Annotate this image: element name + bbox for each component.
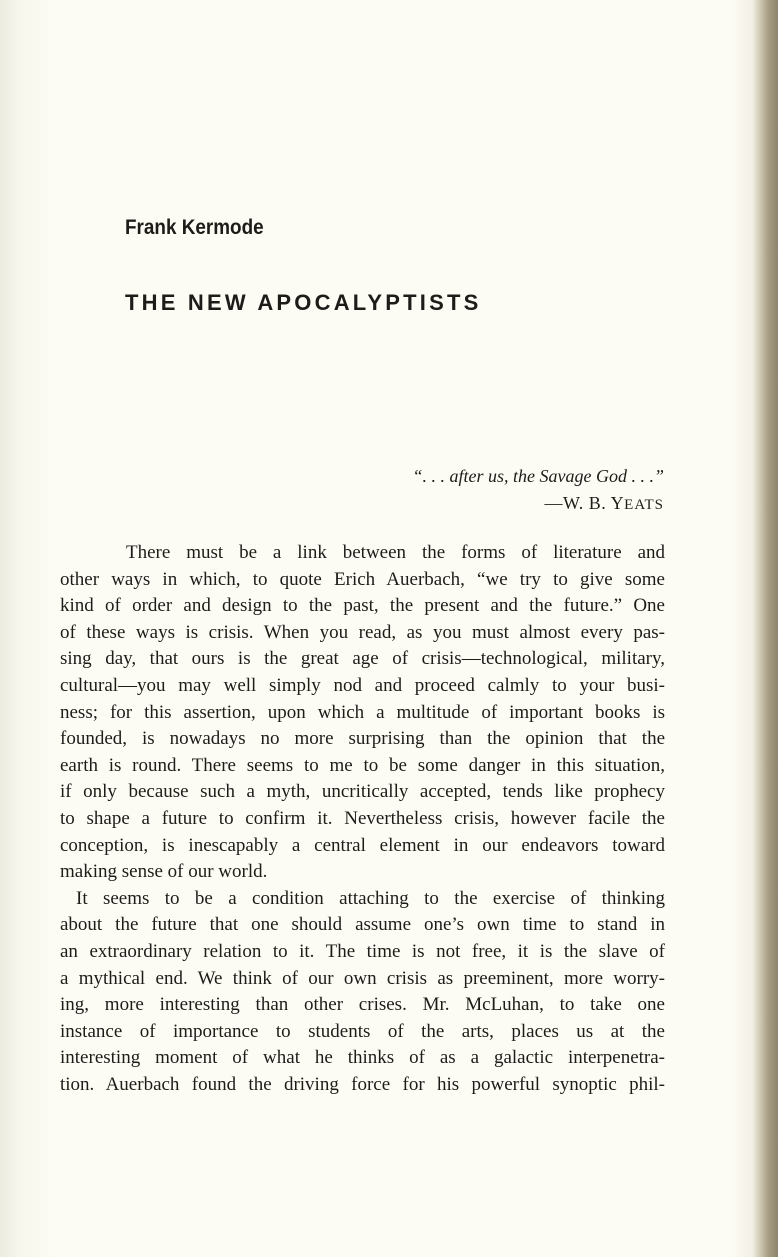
paragraph-1 — [60, 540, 665, 886]
text-line: making sense of our world. — [60, 861, 268, 883]
text-line: earth is round. There seems to me to be some danger in this situation, — [60, 754, 665, 776]
text-line: ing, more interesting than other crises. Mr. McLuhan, to take one — [60, 994, 665, 1016]
text-line: sing day, that ours is the great age of crisis—technological, military, — [60, 648, 665, 670]
epigraph-attribution — [413, 490, 665, 519]
text-line: of these ways is crisis. When you read, as you must almost every pas- — [60, 621, 665, 643]
epigraph-quote: “. . . after us, the Savage God . . .” — [412, 466, 664, 486]
text-line: if only because such a myth, uncritically accepted, tends like prophecy — [60, 781, 665, 803]
text-line: cultural—you may well simply nod and proceed calmly to your busi- — [60, 674, 665, 696]
text-line: It seems to be a condition attaching to the exercise of thinking — [76, 887, 665, 909]
text-line: tion. Auerbach found the driving force for his powerful synoptic phil- — [60, 1073, 665, 1095]
text-line: other ways in which, to quote Erich Auerbach, “we try to give some — [60, 568, 665, 590]
essay-title: THE NEW APOCALYPTISTS — [125, 290, 482, 315]
text-line: ness; for this assertion, upon which a multitude of important books is — [60, 701, 665, 723]
text-line: a mythical end. We think of our own crisis as preeminent, more worry- — [60, 967, 665, 989]
text-line: to shape a future to confirm it. Nevertheless crisis, however facile the — [60, 807, 665, 829]
essay-body — [60, 540, 665, 1098]
epigraph-attribution-prefix: —W. B. Y — [544, 493, 625, 513]
author-name: Frank Kermode — [125, 216, 264, 239]
text-line: kind of order and design to the past, the present and the future.” One — [60, 595, 665, 617]
paragraph-2 — [60, 886, 665, 1099]
text-line: There must be a link between the forms of literature and — [126, 542, 665, 563]
text-line: an extraordinary relation to it. The time is not free, it is the slave of — [60, 940, 665, 962]
epigraph — [413, 463, 665, 519]
text-line: about the future that one should assume one’s own time to stand in — [60, 914, 665, 936]
text-line: instance of importance to students of the arts, places us at the — [60, 1020, 665, 1042]
text-line: interesting moment of what he thinks of as a galactic interpenetra- — [60, 1047, 665, 1069]
text-line: conception, is inescapably a central element in our endeavors toward — [60, 834, 665, 856]
epigraph-attribution-smallcaps: EATS — [624, 497, 664, 513]
text-line: founded, is nowadays no more surprising than the opinion that the — [60, 728, 665, 750]
